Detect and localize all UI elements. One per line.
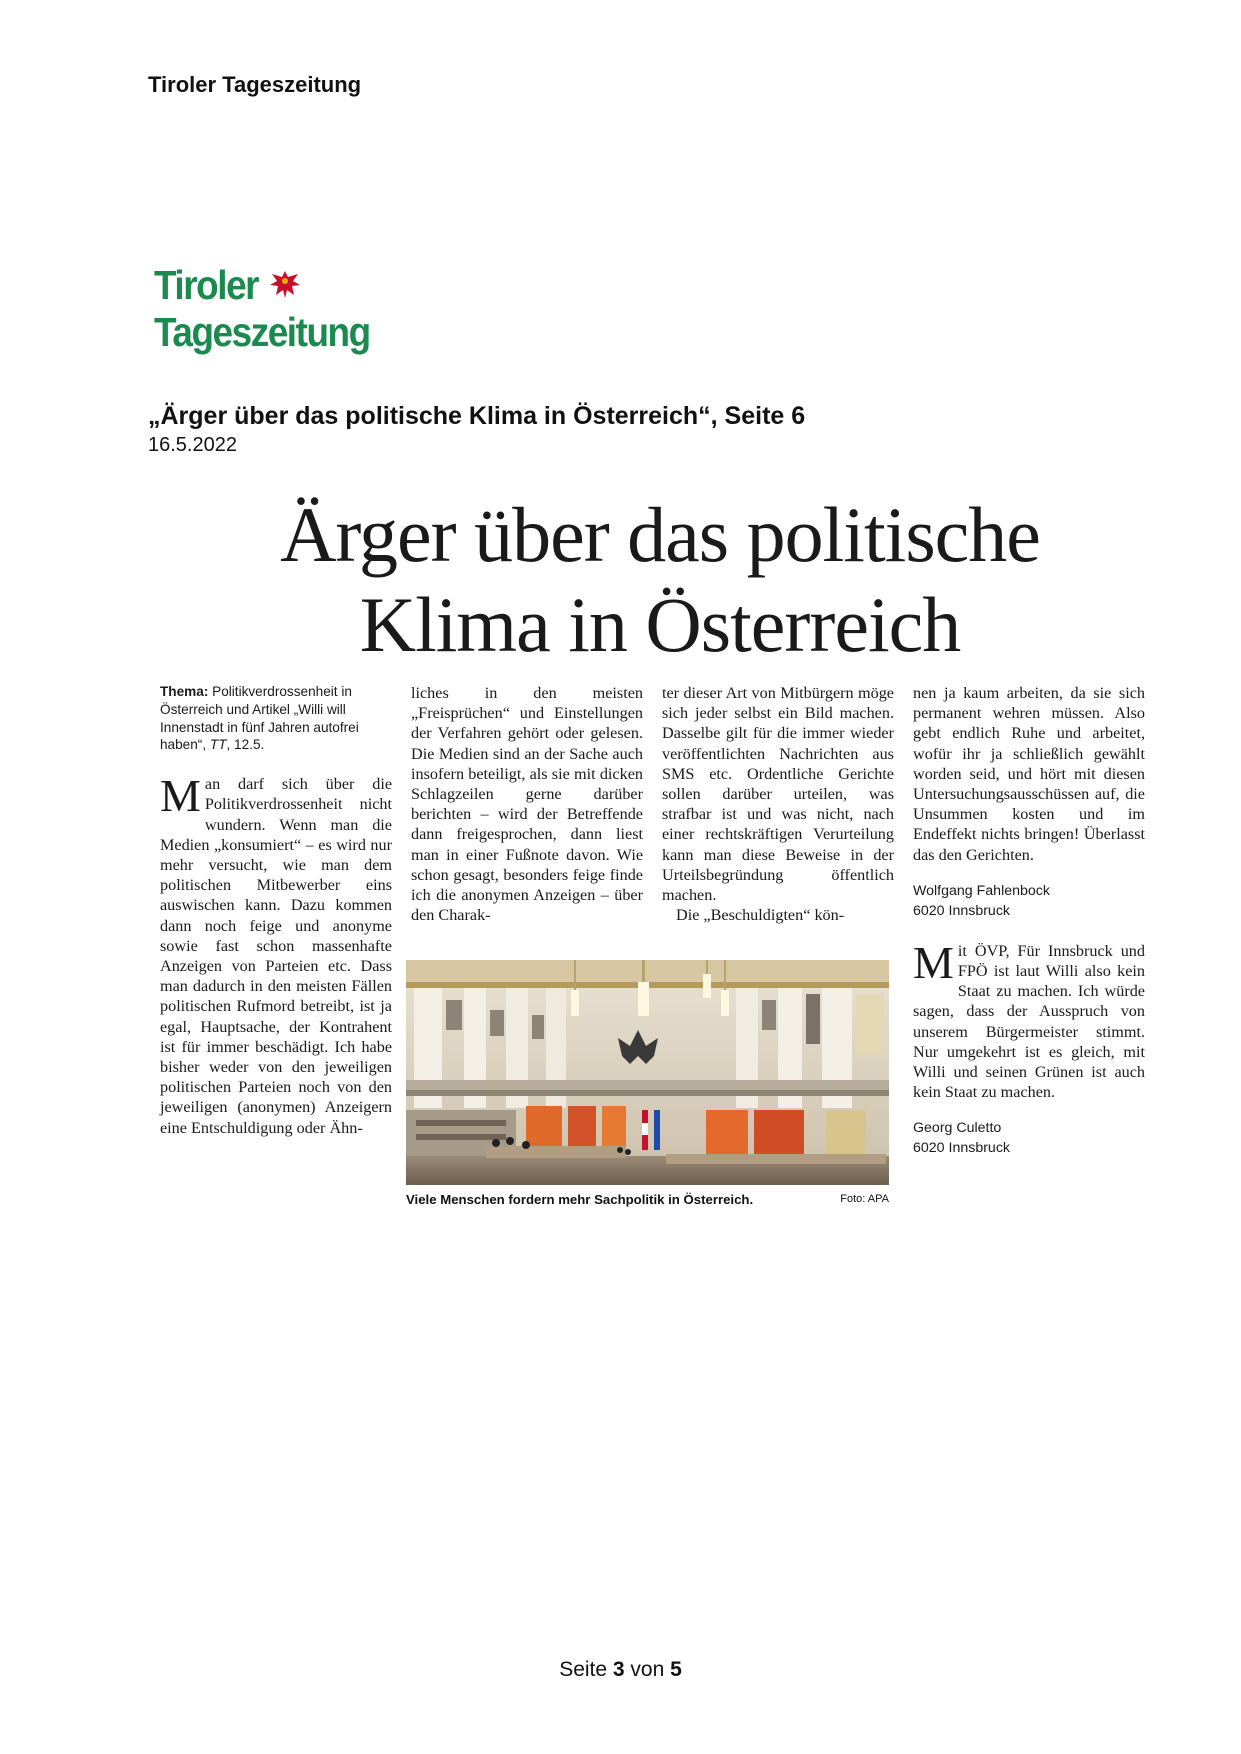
letter-2-text: it ÖVP, Für Innsbruck und FPÖ ist laut Willi also kein Staat zu machen. Ich würde sagen, dass der Ausspruch von unserem Bürgermeister stimmt. Nur umgekehrt ist es gleich, mit Willi und seinen Grünen ist auch kein Staat zu machen. <box>913 941 1145 1102</box>
photo-credit: Foto: APA <box>840 1193 889 1205</box>
page-footer <box>0 1658 1241 1682</box>
article-column-4 <box>913 683 1145 1158</box>
letter-2-dropcap: M <box>913 936 954 988</box>
letter-1-text-3: ter dieser Art von Mitbürgern möge sich jeder selbst ein Bild machen. Dasselbe gilt für die immer wieder veröffentlichten Nachrichten aus SMS etc. Ordentliche Gerichte sollen darüber urteilen, was strafbar ist und was nicht, nach einer rechtskräftigen Verurteilung kann man diese Beweise in der Urteilsbegründung öffentlich machen. <box>662 684 894 905</box>
letter-1-text-4: nen ja kaum arbeiten, da sie sich permanent wehren müssen. Also gebt endlich Ruhe und arbeitet, wofür ihr ja schließlich gewählt worden seid, und hört mit diesen Untersuchungsausschüssen auf, die Unsummen kosten und im Endeffekt nichts bringen! Überlasst das den Gerichten. <box>913 684 1145 864</box>
document-header: Tiroler Tageszeitung <box>148 72 362 97</box>
page-label: Seite <box>559 1658 613 1681</box>
parliament-hall-photo <box>406 960 889 1185</box>
current-page-number: 3 <box>612 1658 625 1681</box>
article-reference-date: 16.5.2022 <box>148 434 237 456</box>
thema-label: Thema: <box>160 684 209 699</box>
thema-box <box>160 683 392 754</box>
letter-1-text-1: an darf sich über die Politikverdrossenheit nicht wundern. Wenn man die Medien „konsumiert“ – es wird nur mehr versucht, wie man dem politischen Mitbewerber eins auswischen kann. Dazu kommen dann noch feige und anonyme sowie fast schon massenhafte Anzeigen von Parteien etc. Dass man dadurch in den meisten Fällen politischen Rufmord betreibt, ist ja egal, Hauptsache, der Kontrahent ist für immer beschädigt. Ich habe bisher weder von den jeweiligen politischen Parteien noch von den jeweiligen (anonymen) Anzeigern eine Entschuldigung oder Ähn- <box>160 775 392 1137</box>
photo-caption <box>406 1192 889 1207</box>
article-column-2 <box>411 683 643 925</box>
letter-1-author-name: Wolfgang Fahlenbock <box>913 882 1050 899</box>
letter-1-author <box>913 881 1145 921</box>
letter-2-body <box>913 936 1145 1103</box>
article-column-1 <box>160 683 392 1138</box>
letter-1-text-2: liches in den meisten „Freisprüchen“ und Einstellungen der Verfahren gehört oder gelesen. Die Medien sind an der Sache auch insofern beteiligt, als sie mit dicken Schlagzeilen gerne darüber berichten – wird der Betreffende dann freigesprochen, dann liest man in einer Fußnote davon. Wie schon gesagt, besonders feige finde ich die anonymen Anzeigen – über den Charak- <box>411 684 643 925</box>
letter-2-author <box>913 1118 1145 1158</box>
article-reference-title: „Ärger über das politische Klima in Österreich“, Seite 6 <box>148 402 806 430</box>
logo-text-right: Tageszeitung <box>154 309 370 355</box>
letter-1-text-3b: Die „Beschuldigten“ kön- <box>676 906 845 925</box>
headline-line-2: Klima in Österreich <box>359 581 961 668</box>
article-column-3 <box>662 683 894 925</box>
tyrol-eagle-icon <box>268 267 302 301</box>
thema-date: , 12.5. <box>226 737 265 753</box>
page-of-label: von <box>624 1658 671 1681</box>
article-headline <box>200 490 1120 670</box>
letter-2-author-city: 6020 Innsbruck <box>913 1140 1011 1157</box>
logo-text-left: Tiroler <box>154 262 259 308</box>
letter-1-dropcap: M <box>160 770 201 822</box>
headline-line-1: Ärger über das politische <box>280 491 1040 578</box>
total-pages-number: 5 <box>670 1658 682 1681</box>
parliament-hall-illustration <box>406 960 889 1185</box>
letter-1-author-city: 6020 Innsbruck <box>913 902 1011 919</box>
newspaper-logo <box>154 262 499 355</box>
letter-1-body-part-1 <box>160 770 392 1138</box>
photo-caption-text: Viele Menschen fordern mehr Sachpolitik in Österreich. <box>406 1192 754 1207</box>
thema-source: TT <box>209 737 227 753</box>
thema-text: Politikverdrossenheit in Österreich und Artikel „Willi will Innenstadt in fünf Jahren autofrei haben“, <box>160 684 359 753</box>
letter-2-author-name: Georg Culetto <box>913 1120 1002 1137</box>
